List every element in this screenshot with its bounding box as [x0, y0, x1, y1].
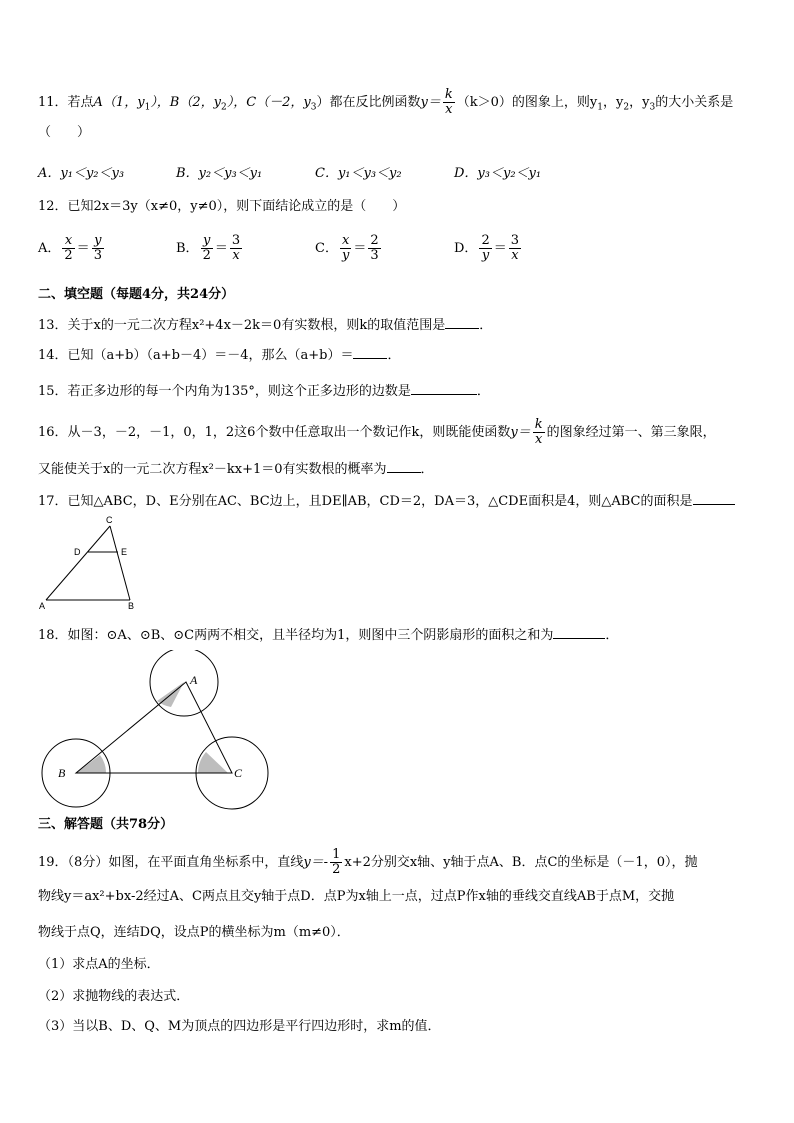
q18-sector-b	[76, 755, 106, 773]
q12-b-rd: x	[232, 248, 240, 263]
q12-c-rd: 3	[370, 248, 379, 263]
q19-sub2: （2）求抛物线的表达式．	[38, 989, 190, 1004]
q14-blank	[353, 344, 387, 359]
q12-d-ld: y	[481, 248, 490, 263]
q19-line3: 物线于点Q，连结DQ，设点P的横坐标为m（m≠0）．	[38, 925, 350, 940]
q17-label-b: B	[128, 601, 135, 611]
q15-period: ．	[476, 384, 490, 399]
q12-a-ld: 2	[64, 248, 73, 263]
q18-period: ．	[605, 628, 619, 643]
q18-label-c: C	[234, 766, 243, 780]
q11-cond: （k＞0）的图象上，则y	[456, 95, 598, 110]
q11-tail1: ）都在反比例函数	[316, 95, 421, 110]
q17-label-e: E	[121, 547, 128, 557]
q19-frac-num: 1	[332, 847, 341, 862]
q12-b-eq: ＝	[214, 241, 228, 256]
q17-side-ac	[46, 526, 110, 600]
q11-point-b: ），B（2，y	[150, 95, 221, 110]
q19-line1	[38, 848, 697, 877]
q12-option-d	[454, 234, 523, 263]
q12-a-label: A．	[38, 241, 61, 256]
q15-text: 15．若正多边形的每一个内角为135°，则这个正多边形的边数是	[38, 384, 411, 399]
q15	[38, 380, 490, 401]
q12-c-rn: 2	[370, 233, 379, 248]
q18-circles-figure	[36, 650, 276, 810]
q19-sub1: （1）求点A的坐标．	[38, 957, 160, 972]
q12-c-ln: x	[340, 234, 351, 249]
q12-d-label: D．	[454, 241, 478, 256]
q12-d-rd: x	[511, 248, 519, 263]
q11-frac-num: k	[444, 87, 453, 102]
q12-d-rn: 3	[510, 233, 520, 248]
q17-triangle-figure	[36, 512, 146, 612]
q12-a-rd: 3	[93, 248, 102, 263]
q11-tail2: ，y	[603, 95, 624, 110]
q19-l1a: 19．（8分）如图，在平面直角坐标系中，直线	[38, 855, 304, 870]
q18-circle-a	[150, 650, 218, 716]
q12-option-c	[315, 234, 383, 263]
q19-l1b: x+2分别交x轴、y轴于点A、B．点C的坐标是（－1，0），抛	[344, 855, 698, 870]
q12-a-ln: x	[62, 234, 74, 249]
q16-frac-den: x	[534, 432, 543, 447]
q12-b-ln: y	[201, 234, 213, 249]
q18-blank	[553, 624, 605, 639]
q11-option-b: B．y₂＜y₃＜y₁	[176, 166, 263, 181]
q12-c-eq: ＝	[353, 241, 367, 256]
q11-line1: 11．若点A（1，$y_1$），B（2，$y_2$），C（－2，$y_3$）都在反比例函数y＝ $\frac{k}{x}$ （k＞0）的图象上，则$y_1$，$y_2$，$y_3$的大小关系是	[38, 87, 734, 117]
q11-point-a: A（1，y	[93, 95, 145, 110]
q11-sub1: 1	[144, 102, 151, 113]
q11-y-eq: y＝	[420, 95, 441, 110]
q11-sub2: 2	[220, 102, 227, 113]
q19-y-eq: y＝-	[303, 855, 329, 870]
q12-option-b	[176, 234, 244, 263]
q11-point-c: ），C（－2，y	[226, 95, 311, 110]
q14	[38, 344, 401, 365]
q16-line2-text: 又能使关于x的一元二次方程x²－kx+1＝0有实数根的概率为	[38, 462, 387, 477]
q12-a-eq: ＝	[76, 241, 90, 256]
q12-b-ld: 2	[202, 248, 211, 263]
section-solve-heading: 三、解答题（共78分）	[38, 817, 174, 832]
q13	[38, 314, 492, 335]
q12-stem: 12．已知2x＝3y（x≠0，y≠0），则下面结论成立的是（ ）	[38, 199, 406, 214]
q11-fraction	[443, 88, 455, 117]
q16-line1	[38, 418, 716, 447]
q16-y-eq: y＝	[510, 425, 531, 440]
q17-side-bc	[110, 526, 130, 600]
q19-frac-den: 2	[332, 862, 341, 877]
q17-label-c: C	[106, 515, 113, 525]
q11-frac-den: x	[445, 102, 453, 117]
q16-blank	[387, 458, 421, 473]
q17-label-d: D	[74, 547, 81, 557]
q16-line1a: 16．从－3，－2，－1，0，1，2这6个数中任意取出一个数记作k，则既能使函数	[38, 425, 511, 440]
q16-line1b: 的图象经过第一、第三象限，	[546, 425, 716, 440]
q13-period: ．	[479, 318, 493, 333]
q16-line2	[38, 458, 434, 479]
q19-line2: 物线y＝ax²+bx-2经过A、C两点且交y轴于点D．点P为x轴上一点，过点P作x轴的垂线交直线AB于点M，交抛	[38, 889, 675, 904]
q11-option-d: D．y₃＜y₂＜y₁	[454, 166, 542, 181]
q16-frac-num: k	[534, 417, 543, 432]
q16-period: ．	[420, 462, 434, 477]
q17-blank	[693, 490, 735, 505]
q13-text: 13．关于x的一元二次方程x²+4x－2k＝0有实数根，则k的取值范围是	[38, 318, 446, 333]
q11-paren: （ ）	[38, 125, 91, 140]
q17	[38, 490, 735, 511]
q11-tail3: ，y	[629, 95, 650, 110]
q12-option-a	[38, 234, 106, 263]
q13-blank	[445, 314, 479, 329]
q14-period: ．	[387, 348, 401, 363]
q12-b-label: B．	[176, 241, 199, 256]
q18-text: 18．如图：⊙A、⊙B、⊙C两两不相交，且半径均为1，则图中三个阴影扇形的面积之和为	[38, 628, 554, 643]
q12-c-ld: y	[341, 248, 350, 263]
q18-label-a: A	[190, 673, 198, 687]
q12-a-rn: y	[92, 234, 104, 249]
q11-prefix: 11．若点	[38, 95, 94, 110]
q11-option-a: A．y₁＜y₂＜y₃	[38, 166, 125, 181]
q12-c-label: C．	[315, 241, 338, 256]
q19-sub3: （3）当以B、D、Q、M为顶点的四边形是平行四边形时，求m的值．	[38, 1019, 441, 1034]
q17-label-a: A	[39, 601, 46, 611]
q12-d-ln: 2	[481, 233, 490, 248]
q17-text: 17．已知△ABC，D、E分别在AC、BC边上，且DE∥AB，CD＝2，DA＝3，△CDE面积是4，则△ABC的面积是	[38, 494, 693, 509]
q18	[38, 624, 618, 645]
q12-b-rn: 3	[231, 233, 241, 248]
section-fill-in-heading: 二、填空题（每题4分，共24分）	[38, 287, 235, 302]
q12-d-eq: ＝	[493, 241, 507, 256]
q11-sub3: 3	[310, 102, 317, 113]
q18-label-b: B	[58, 766, 66, 780]
q11-option-c: C．y₁＜y₃＜y₂	[315, 166, 402, 181]
q15-blank	[411, 380, 477, 395]
q14-text: 14．已知（a+b）（a+b－4）＝－4，那么（a+b）＝	[38, 348, 354, 363]
q11-tail4: 的大小关系是	[655, 95, 734, 110]
